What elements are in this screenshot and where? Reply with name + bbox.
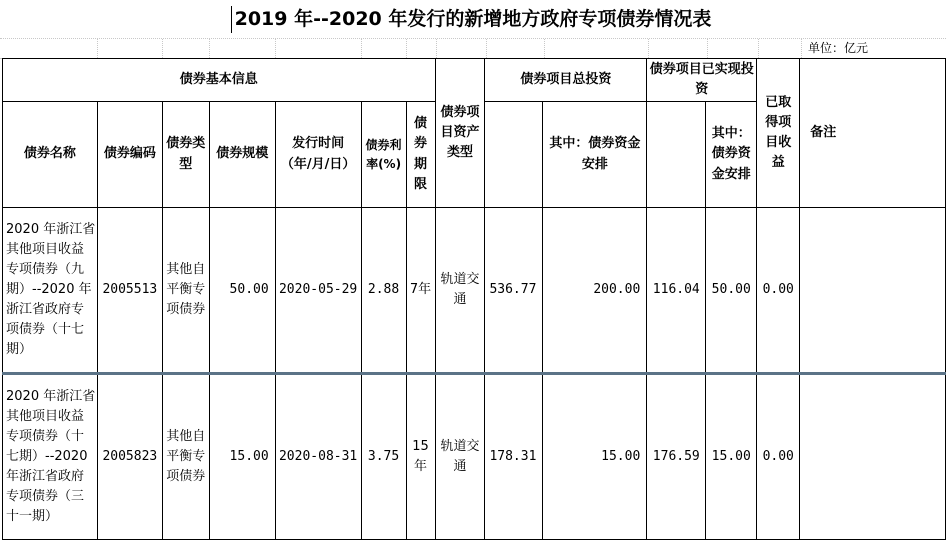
gridline (162, 39, 163, 58)
gridline (707, 39, 708, 58)
header-realized-empty (647, 102, 706, 208)
note (800, 208, 946, 374)
header-term: 债券期限 (406, 102, 435, 208)
bond-name: 2020 年浙江省其他项目收益专项债券（九期）--2020 年浙江省政府专项债券（十七期） (3, 208, 98, 374)
header-issue-date: 发行时间（年/月/日） (275, 102, 361, 208)
page-title: 2019 年--2020 年发行的新增地方政府专项债券情况表 (234, 8, 712, 30)
gridline (361, 39, 362, 58)
income: 0.00 (757, 374, 800, 540)
total-investment: 178.31 (485, 374, 543, 540)
header-type: 债券类型 (162, 102, 209, 208)
header-row-1 (3, 59, 946, 102)
gridline (648, 39, 649, 58)
bond-name: 2020 年浙江省其他项目收益专项债券（十七期）--2020 年浙江省政府专项债券（三十一期） (3, 374, 98, 540)
gridline (544, 39, 545, 58)
total-fund: 15.00 (543, 374, 647, 540)
header-realized-investment: 债券项目已实现投资 (647, 59, 757, 102)
header-rate: 债券利率(%) (361, 102, 406, 208)
table-row (3, 208, 946, 374)
gridline (486, 39, 487, 58)
gridline (801, 39, 802, 58)
header-total-investment: 债券项目总投资 (485, 59, 647, 102)
total-investment: 536.77 (485, 208, 543, 374)
header-asset-type: 债券项目资产类型 (435, 59, 485, 208)
issue-date: 2020-08-31 (275, 374, 361, 540)
header-basic-info: 债券基本信息 (3, 59, 436, 102)
unit-label: 单位：亿元 (807, 41, 868, 55)
header-note: 备注 (800, 59, 946, 208)
gridline (209, 39, 210, 58)
header-name: 债券名称 (3, 102, 98, 208)
header-scale: 债券规模 (209, 102, 275, 208)
interest-rate: 3.75 (361, 374, 406, 540)
header-code: 债券编码 (97, 102, 162, 208)
interest-rate: 2.88 (361, 208, 406, 374)
header-total-invest-empty (485, 102, 543, 208)
asset-type: 轨道交通 (435, 374, 485, 540)
bond-table (2, 58, 946, 540)
bond-scale: 15.00 (209, 374, 275, 540)
text-cursor (231, 6, 232, 33)
income: 0.00 (757, 208, 800, 374)
asset-type: 轨道交通 (435, 208, 485, 374)
realized-fund: 50.00 (706, 208, 757, 374)
bond-scale: 50.00 (209, 208, 275, 374)
gridline (406, 39, 407, 58)
realized-fund: 15.00 (706, 374, 757, 540)
spreadsheet-gridline-row (0, 38, 946, 59)
realized-investment: 176.59 (647, 374, 706, 540)
gridline (436, 39, 437, 58)
total-fund: 200.00 (543, 208, 647, 374)
bond-type: 其他自平衡专项债券 (162, 208, 209, 374)
header-of-which-fund-realized: 其中：债券资金安排 (706, 102, 757, 208)
note (800, 374, 946, 540)
bond-type: 其他自平衡专项债券 (162, 374, 209, 540)
bond-code: 2005513 (97, 208, 162, 374)
table-row (3, 374, 946, 540)
header-income: 已取得项目收益 (757, 59, 800, 208)
bond-term: 7年 (406, 208, 435, 374)
realized-investment: 116.04 (647, 208, 706, 374)
gridline (275, 39, 276, 58)
issue-date: 2020-05-29 (275, 208, 361, 374)
gridline (97, 39, 98, 58)
bond-term: 15年 (406, 374, 435, 540)
bond-code: 2005823 (97, 374, 162, 540)
gridline (758, 39, 759, 58)
header-of-which-fund: 其中：债券资金安排 (543, 102, 647, 208)
